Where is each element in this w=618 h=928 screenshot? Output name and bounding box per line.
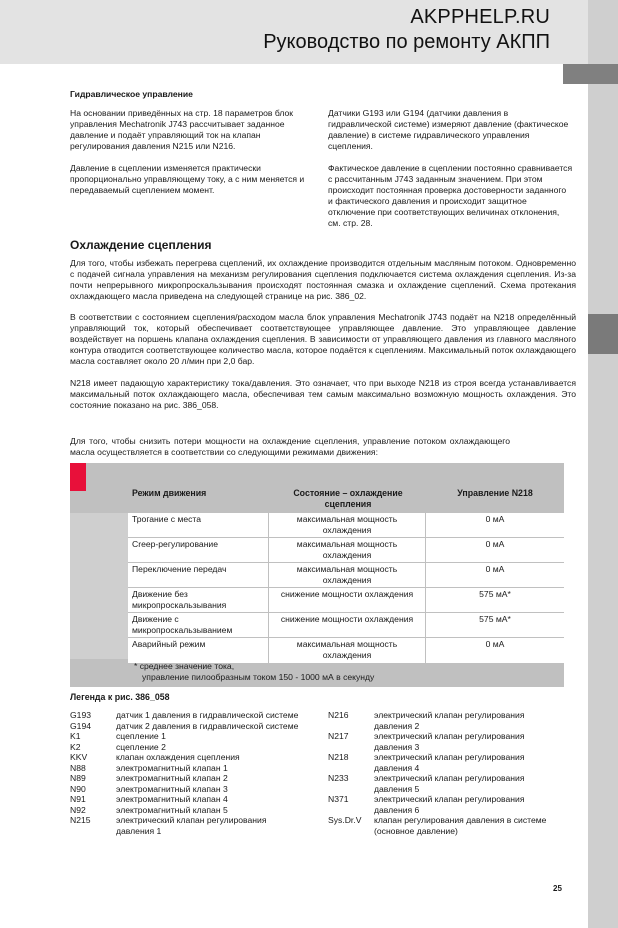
- legend-value: клапан регулирования давления в системе (основное давление): [374, 815, 547, 836]
- paragraph: Давление в сцеплении изменяется практически пропорционально управляющему току, а с ним меняется и передаваемый сцеплением момент.: [70, 163, 305, 195]
- table-body: [128, 513, 564, 663]
- legend-key: N89: [70, 773, 86, 783]
- legend-value: клапан охлаждения сцепления: [116, 752, 240, 762]
- legend-key: KKV: [70, 752, 88, 762]
- table-cell: Движение с микропроскальзыванием: [132, 614, 233, 635]
- table-cell: снижение мощности охлаждения: [268, 588, 426, 612]
- paragraph: Для того, чтобы избежать перегрева сцеплений, их охлаждение производится отдельным масляным потоком. Одновременно с подачей сигнала управления на механизм регулирования сцепления подключается система охлаждения сцепления. Из-за почти непрерывного микропроскальзывания происходят постоянная смазка и охлаждение сцеплений. Схема протекания охлаждающего масла приведена на следующей странице на рис. 386_02.: [70, 258, 576, 301]
- legend-value: сцепление 1: [116, 731, 166, 741]
- legend-item: [70, 710, 306, 721]
- legend-key: N218: [328, 752, 349, 762]
- table-cell: максимальная мощность охлаждения: [268, 513, 426, 537]
- site-brand: AKPPHELP.RU: [410, 6, 550, 28]
- note-line: управление пилообразным током 150 - 1000 мА в секунду: [142, 672, 375, 682]
- legend-item: [328, 794, 550, 815]
- legend-value: электромагнитный клапан 3: [116, 783, 228, 794]
- legend-key: N88: [70, 762, 86, 773]
- table-cell: максимальная мощность охлаждения: [268, 538, 426, 562]
- side-tab: [563, 64, 618, 84]
- hydraulic-right-column: [328, 108, 573, 240]
- table-note: [134, 661, 374, 683]
- legend-item: [70, 742, 306, 753]
- legend-key: N233: [328, 773, 349, 783]
- legend-item: [70, 784, 306, 795]
- table-gutter: [70, 513, 128, 659]
- legend-item: [328, 710, 550, 731]
- legend-value: электромагнитный клапан 4: [116, 794, 228, 804]
- table-cell: Переключение передач: [132, 564, 227, 574]
- legend-item: [328, 731, 550, 752]
- legend-key: G193: [70, 710, 92, 720]
- table-cell: 0 мА: [485, 539, 505, 549]
- legend-key: N216: [328, 710, 349, 720]
- legend-item: [328, 773, 550, 794]
- legend-value: электрический клапан регулирования давления 2: [374, 710, 525, 731]
- page-header: [0, 0, 588, 64]
- legend-title: Легенда к рис. 386_058: [70, 692, 170, 702]
- table-row: [128, 563, 564, 588]
- legend-key: N92: [70, 804, 86, 815]
- red-marker: [70, 463, 86, 491]
- table-cell: 0 мА: [485, 639, 505, 649]
- table-row: [128, 588, 564, 613]
- table-row: [128, 613, 564, 638]
- legend-key: K2: [70, 741, 81, 752]
- table-cell: 0 мА: [485, 514, 505, 524]
- legend-item: [70, 721, 306, 732]
- legend-item: [70, 763, 306, 774]
- table-header: Управление N218: [457, 488, 533, 498]
- legend-left: [70, 710, 306, 836]
- legend-value: датчик 2 давления в гидравлической системе: [116, 720, 299, 731]
- table-cell: Движение без микропроскальзывания: [132, 589, 227, 610]
- table-row: [128, 513, 564, 538]
- table-row: [128, 538, 564, 563]
- legend-item: [70, 731, 306, 742]
- paragraph: Для того, чтобы снизить потери мощности на охлаждение сцепления, управление потоком охлаждающего масла осуществляется в соответствии со следующими режимами движения:: [70, 436, 510, 457]
- paragraph: N218 имеет падающую характеристику тока/давления. Это означает, что при выходе N218 из строя всегда устанавливается максимальный поток охлаждающего масла, обеспечивая тем самым максимально возможную мощность охлаждения. Это состояние показано на рис. 386_058.: [70, 378, 576, 410]
- legend-key: G194: [70, 720, 92, 731]
- legend-value: электрический клапан регулирования давления 1: [116, 815, 267, 836]
- legend-value: электрический клапан регулирования давления 3: [374, 731, 525, 752]
- section-title-hydraulic: Гидравлическое управление: [70, 89, 193, 99]
- legend-item: [70, 815, 306, 836]
- table-cell: максимальная мощность охлаждения: [268, 563, 426, 587]
- legend-item: [70, 773, 306, 784]
- legend-item: [328, 752, 550, 773]
- table-row: [128, 638, 564, 663]
- note-line: * среднее значение тока,: [134, 661, 235, 671]
- legend-value: электромагнитный клапан 5: [116, 804, 228, 815]
- table-cell: 575 мА*: [479, 614, 511, 624]
- side-strip: [588, 0, 618, 928]
- legend-key: N91: [70, 794, 86, 804]
- page-number: 25: [553, 884, 562, 893]
- table-cell: 0 мА: [485, 564, 505, 574]
- table-cell: Трогание с места: [132, 514, 202, 524]
- side-marker: [588, 314, 618, 354]
- legend-value: электрический клапан регулирования давления 5: [374, 773, 525, 794]
- legend-item: [70, 794, 306, 805]
- table-header: Режим движения: [132, 488, 207, 498]
- legend-item: [70, 805, 306, 816]
- table-cell: максимальная мощность охлаждения: [268, 638, 426, 663]
- legend-key: N217: [328, 731, 349, 741]
- table-cell: Creep-регулирование: [132, 539, 219, 549]
- table-cell: снижение мощности охлаждения: [268, 613, 426, 637]
- legend-value: датчик 1 давления в гидравлической системе: [116, 710, 299, 720]
- legend-key: K1: [70, 731, 81, 741]
- section-title-cooling: Охлаждение сцепления: [70, 238, 212, 252]
- paragraph: На основании приведённых на стр. 18 параметров блок управления Mechatronik J743 рассчитывает заданное давление и подаёт управляющий ток на клапан регулирования давления N215 или N216.: [70, 108, 294, 151]
- legend-item: [70, 752, 306, 763]
- legend-key: N90: [70, 783, 86, 794]
- legend-key: N215: [70, 815, 91, 825]
- hydraulic-left-column: [70, 108, 310, 207]
- legend-key: N371: [328, 794, 349, 804]
- legend-key: Sys.Dr.V: [328, 815, 362, 825]
- paragraph: Датчики G193 или G194 (датчики давления в гидравлической системе) измеряют давление (фактическое давление) в системе гидравлического управления сцепления.: [328, 108, 569, 151]
- table-cell: Аварийный режим: [132, 639, 206, 649]
- table-cell: 575 мА*: [479, 589, 511, 599]
- legend-item: [328, 815, 550, 836]
- manual-title: Руководство по ремонту АКПП: [263, 31, 550, 53]
- legend-value: электрический клапан регулирования давления 6: [374, 794, 525, 815]
- legend-value: электрический клапан регулирования давления 4: [374, 752, 525, 773]
- paragraph: В соответствии с состоянием сцепления/расходом масла блок управления Mechatronik J743 подаёт на N218 определённый управляющий ток, который обеспечивает соответствующее управляющее давление. Это управляющее давление воздействует на поршень клапана охлаждения сцепления. В зависимости от управляющего давления из главного масляного контура отводится соответствующее количество масла, которое подаётся к сцеплениям. Максимальный поток охлаждающего масла составляет около 20 л/мин при 2,0 бар.: [70, 312, 576, 366]
- paragraph: Фактическое давление в сцеплении постоянно сравнивается с рассчитанным J743 заданным значением. При этом происходит постоянная проверка достоверности заданного и фактического давления и происходит защитное отключение при соответствующих величинах отклонения, см. стр. 28.: [328, 163, 573, 228]
- legend-right: [328, 710, 550, 836]
- legend-value: электромагнитный клапан 2: [116, 773, 228, 783]
- legend-value: электромагнитный клапан 1: [116, 762, 228, 773]
- legend-value: сцепление 2: [116, 741, 166, 752]
- table-header: Состояние – охлаждение сцепления: [293, 488, 403, 509]
